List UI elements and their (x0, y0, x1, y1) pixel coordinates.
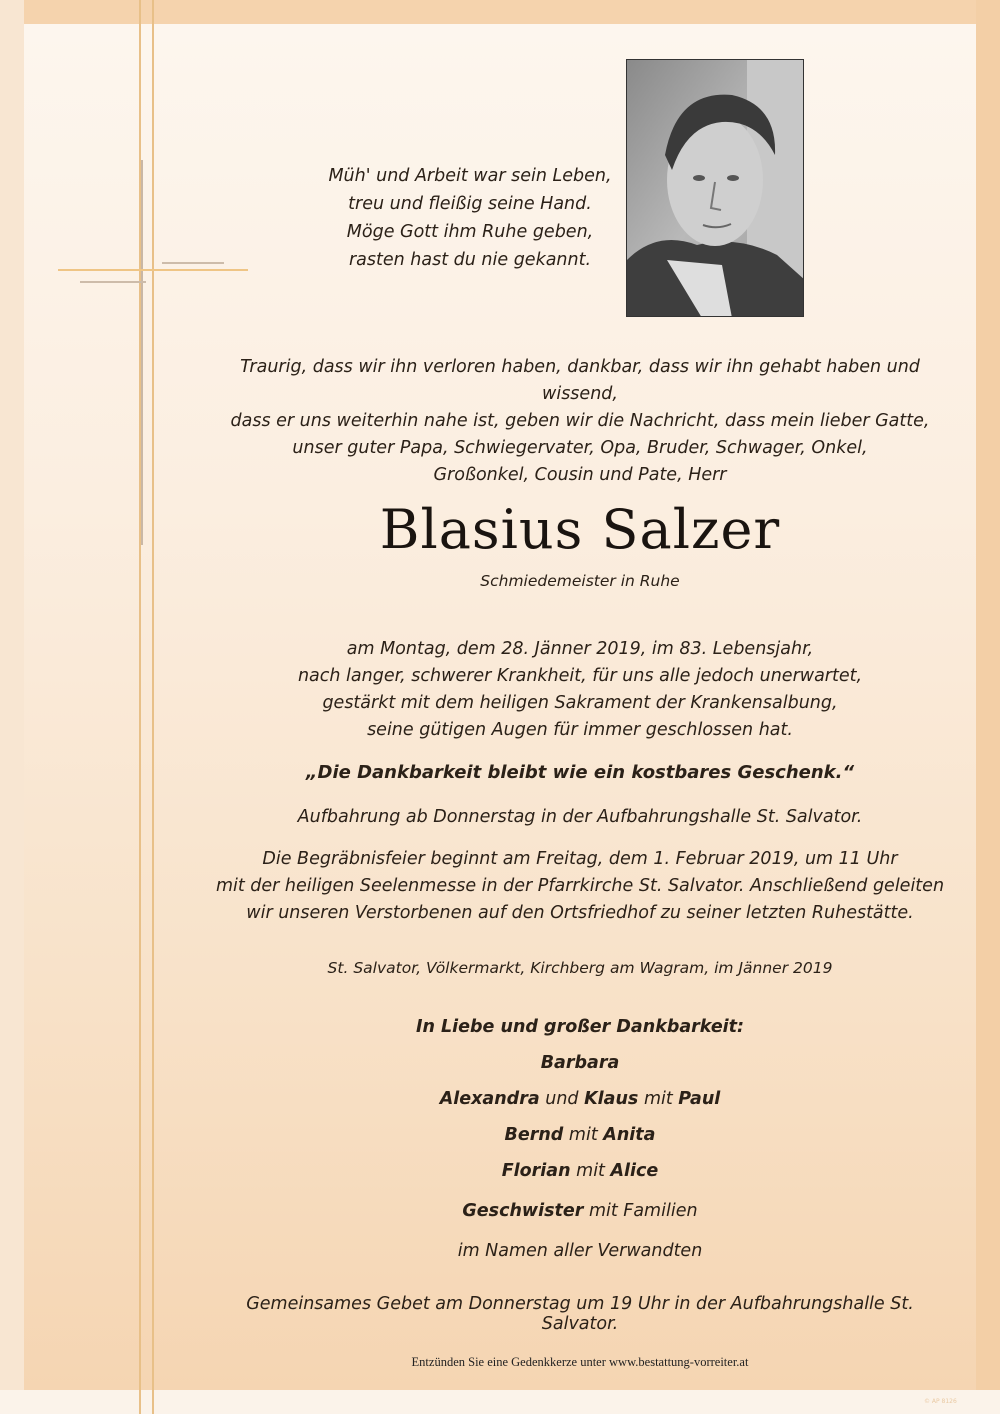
intro-line: unser guter Papa, Schwiegervater, Opa, Bruder, Schwager, Onkel, (292, 438, 868, 458)
poem-line: Müh' und Arbeit war sein Leben, (328, 166, 612, 186)
family-list (290, 1013, 870, 1273)
family-heading: In Liebe und großer Dankbarkeit: (415, 1017, 745, 1037)
family-row (290, 1085, 870, 1121)
funeral-line: Die Begräbnisfeier beginnt am Freitag, dem 1. Februar 2019, um 11 Uhr (262, 849, 898, 869)
intro-line: Traurig, dass wir ihn verloren haben, dankbar, dass wir ihn gehabt haben und wissend, (240, 357, 920, 404)
poem (260, 162, 680, 274)
poem-line: treu und fleißig seine Hand. (348, 194, 592, 214)
family-row (290, 1197, 870, 1233)
family-connector: und (545, 1089, 579, 1109)
place-date: St. Salvator, Völkermarkt, Kirchberg am Wagram, im Jänner 2019 (327, 959, 833, 977)
family-member: Florian (501, 1161, 571, 1181)
poem-line: rasten hast du nie gekannt. (348, 250, 592, 270)
family-member: Anita (603, 1125, 656, 1145)
intro-line: Großonkel, Cousin und Pate, Herr (433, 465, 727, 485)
viewing-info: Aufbahrung ab Donnerstag in der Aufbahrungshalle St. Salvator. (297, 807, 863, 827)
family-wife: Barbara (540, 1053, 620, 1073)
footer-link-text: Entzünden Sie eine Gedenkkerze unter www.bestattung-vorreiter.at (411, 1355, 749, 1369)
family-connector: mit (576, 1161, 605, 1181)
family-member: Klaus (584, 1089, 639, 1109)
funeral-info (210, 846, 950, 927)
prayer-info: Gemeinsames Gebet am Donnerstag um 19 Uhr in der Aufbahrungshalle St. Salvator. (246, 1294, 914, 1334)
deceased-name: Blasius Salzer (379, 498, 781, 561)
intro-text (210, 354, 950, 489)
family-connector: mit (643, 1089, 673, 1109)
family-member: Bernd (504, 1125, 564, 1145)
death-line: seine gütigen Augen für immer geschlossen hat. (367, 720, 793, 740)
death-notice (240, 636, 920, 744)
family-connector: mit (568, 1125, 598, 1145)
family-member: Geschwister (462, 1201, 584, 1221)
family-member: Paul (678, 1089, 721, 1109)
deceased-occupation: Schmiedemeister in Ruhe (480, 572, 680, 590)
funeral-line: mit der heiligen Seelenmesse in der Pfarrkirche St. Salvator. Anschließend geleiten (215, 876, 945, 896)
quote: „Die Dankbarkeit bleibt wie ein kostbares Geschenk.“ (305, 762, 855, 783)
death-line: nach langer, schwerer Krankheit, für uns alle jedoch unerwartet, (297, 666, 863, 686)
family-connector: mit Familien (588, 1201, 698, 1221)
intro-line: dass er uns weiterhin nahe ist, geben wir die Nachricht, dass mein lieber Gatte, (230, 411, 930, 431)
family-row (290, 1157, 870, 1193)
watermark: © AP 8126 (924, 1398, 957, 1405)
family-member: Alexandra (439, 1089, 540, 1109)
poem-line: Möge Gott ihm Ruhe geben, (346, 222, 594, 242)
death-line: gestärkt mit dem heiligen Sakrament der Krankensalbung, (322, 693, 838, 713)
funeral-line: wir unseren Verstorbenen auf den Ortsfriedhof zu seiner letzten Ruhestätte. (246, 903, 914, 923)
family-row (290, 1121, 870, 1157)
family-member: Alice (610, 1161, 659, 1181)
death-line: am Montag, dem 28. Jänner 2019, im 83. Lebensjahr, (346, 639, 814, 659)
family-relatives: im Namen aller Verwandten (457, 1241, 703, 1261)
